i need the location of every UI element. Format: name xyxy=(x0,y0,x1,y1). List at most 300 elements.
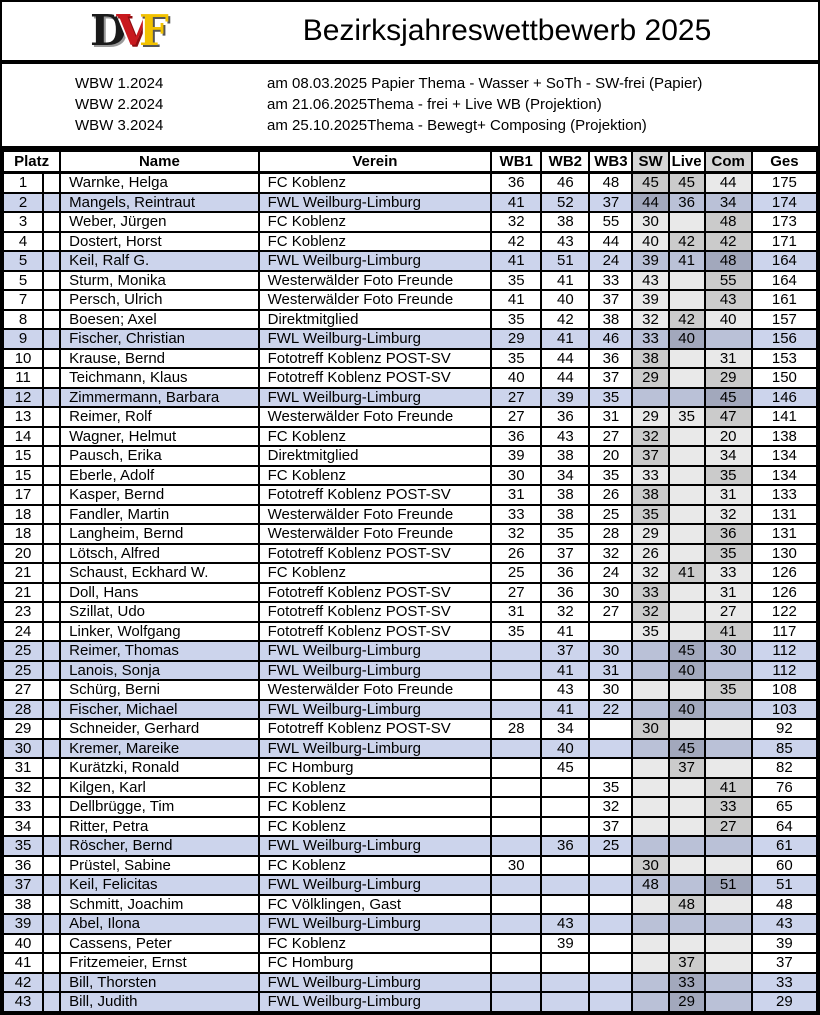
cell-wb3 xyxy=(589,622,632,642)
cell-com xyxy=(705,895,752,915)
cell-live xyxy=(669,485,705,505)
cell-spacer xyxy=(43,622,60,642)
cell-platz: 5 xyxy=(3,251,43,271)
results-body xyxy=(3,173,817,1012)
cell-wb1 xyxy=(491,778,541,798)
cell-wb1: 40 xyxy=(491,368,541,388)
dvf-logo-icon xyxy=(90,6,210,55)
table-row xyxy=(3,583,817,603)
table-header xyxy=(3,151,817,173)
cell-live xyxy=(669,446,705,466)
cell-verein: Westerwälder Foto Freunde xyxy=(259,524,492,544)
cell-verein: FC Völklingen, Gast xyxy=(259,895,492,915)
cell-wb2: 36 xyxy=(541,836,589,856)
cell-verein: FC Koblenz xyxy=(259,778,492,798)
cell-name: Reimer, Rolf xyxy=(60,407,258,427)
cell-platz: 40 xyxy=(3,934,43,954)
cell-verein: FWL Weilburg-Limburg xyxy=(259,329,492,349)
table-row xyxy=(3,310,817,330)
cell-wb3: 26 xyxy=(589,485,632,505)
cell-wb1: 41 xyxy=(491,193,541,213)
cell-ges: 48 xyxy=(752,895,817,915)
table-row xyxy=(3,758,817,778)
cell-wb3: 35 xyxy=(589,466,632,486)
cell-ges: 171 xyxy=(752,232,817,252)
cell-wb2: 51 xyxy=(541,251,589,271)
cell-spacer xyxy=(43,719,60,739)
cell-wb2: 40 xyxy=(541,739,589,759)
cell-wb2: 39 xyxy=(541,934,589,954)
cell-live xyxy=(669,368,705,388)
cell-ges: 150 xyxy=(752,368,817,388)
cell-wb1 xyxy=(491,641,541,661)
cell-platz: 37 xyxy=(3,875,43,895)
cell-wb3 xyxy=(589,992,632,1012)
cell-ges: 65 xyxy=(752,797,817,817)
cell-ges: 126 xyxy=(752,583,817,603)
cell-live xyxy=(669,719,705,739)
cell-wb2 xyxy=(541,817,589,837)
cell-ges: 134 xyxy=(752,466,817,486)
cell-name: Fischer, Michael xyxy=(60,700,258,720)
table-row xyxy=(3,992,817,1012)
table-row xyxy=(3,446,817,466)
cell-live xyxy=(669,817,705,837)
cell-name: Krause, Bernd xyxy=(60,349,258,369)
cell-live: 41 xyxy=(669,563,705,583)
cell-platz: 24 xyxy=(3,622,43,642)
cell-wb3: 25 xyxy=(589,836,632,856)
cell-name: Fischer, Christian xyxy=(60,329,258,349)
cell-verein: FC Koblenz xyxy=(259,173,492,193)
column-header-verein: Verein xyxy=(259,151,492,173)
table-row xyxy=(3,602,817,622)
cell-verein: Westerwälder Foto Freunde xyxy=(259,680,492,700)
cell-sw xyxy=(632,388,668,408)
cell-com xyxy=(705,329,752,349)
cell-wb3: 46 xyxy=(589,329,632,349)
cell-spacer xyxy=(43,739,60,759)
cell-spacer xyxy=(43,290,60,310)
cell-verein: Westerwälder Foto Freunde xyxy=(259,290,492,310)
cell-sw: 39 xyxy=(632,290,668,310)
cell-verein: FWL Weilburg-Limburg xyxy=(259,193,492,213)
cell-wb3 xyxy=(589,973,632,993)
cell-com: 30 xyxy=(705,641,752,661)
cell-ges: 85 xyxy=(752,739,817,759)
cell-live xyxy=(669,914,705,934)
cell-sw: 35 xyxy=(632,505,668,525)
cell-live xyxy=(669,290,705,310)
cell-wb2 xyxy=(541,973,589,993)
cell-ges: 131 xyxy=(752,505,817,525)
cell-com xyxy=(705,758,752,778)
table-row xyxy=(3,719,817,739)
cell-live: 41 xyxy=(669,251,705,271)
cell-sw xyxy=(632,680,668,700)
cell-com: 51 xyxy=(705,875,752,895)
cell-wb2: 43 xyxy=(541,232,589,252)
cell-verein: FWL Weilburg-Limburg xyxy=(259,388,492,408)
cell-wb1: 27 xyxy=(491,388,541,408)
cell-wb3: 32 xyxy=(589,544,632,564)
cell-com: 29 xyxy=(705,368,752,388)
cell-verein: FWL Weilburg-Limburg xyxy=(259,973,492,993)
cell-wb2: 37 xyxy=(541,544,589,564)
competition-info xyxy=(2,64,818,146)
cell-live xyxy=(669,271,705,291)
cell-sw: 30 xyxy=(632,856,668,876)
cell-sw: 33 xyxy=(632,466,668,486)
cell-name: Mangels, Reintraut xyxy=(60,193,258,213)
cell-verein: FWL Weilburg-Limburg xyxy=(259,875,492,895)
cell-wb3 xyxy=(589,895,632,915)
cell-spacer xyxy=(43,758,60,778)
cell-sw xyxy=(632,817,668,837)
cell-live: 33 xyxy=(669,973,705,993)
cell-com: 33 xyxy=(705,797,752,817)
table-row xyxy=(3,836,817,856)
cell-name: Keil, Felicitas xyxy=(60,875,258,895)
table-row xyxy=(3,349,817,369)
table-row xyxy=(3,232,817,252)
table-row xyxy=(3,505,817,525)
wbw2-label: WBW 2.2024 xyxy=(75,96,164,113)
cell-ges: 76 xyxy=(752,778,817,798)
cell-sw: 44 xyxy=(632,193,668,213)
cell-wb3: 20 xyxy=(589,446,632,466)
cell-sw: 32 xyxy=(632,427,668,447)
cell-verein: FC Koblenz xyxy=(259,427,492,447)
cell-platz: 31 xyxy=(3,758,43,778)
cell-verein: Direktmitglied xyxy=(259,310,492,330)
cell-name: Doll, Hans xyxy=(60,583,258,603)
cell-ges: 33 xyxy=(752,973,817,993)
cell-wb3: 37 xyxy=(589,817,632,837)
cell-name: Lanois, Sonja xyxy=(60,661,258,681)
cell-name: Schaust, Eckhard W. xyxy=(60,563,258,583)
cell-wb1 xyxy=(491,817,541,837)
cell-name: Fandler, Martin xyxy=(60,505,258,525)
cell-wb1 xyxy=(491,875,541,895)
cell-ges: 156 xyxy=(752,329,817,349)
table-row xyxy=(3,739,817,759)
cell-sw xyxy=(632,778,668,798)
cell-platz: 13 xyxy=(3,407,43,427)
cell-name: Ritter, Petra xyxy=(60,817,258,837)
cell-ges: 60 xyxy=(752,856,817,876)
cell-sw: 33 xyxy=(632,329,668,349)
cell-live: 29 xyxy=(669,992,705,1012)
column-header-name: Name xyxy=(60,151,258,173)
cell-platz: 17 xyxy=(3,485,43,505)
cell-com: 40 xyxy=(705,310,752,330)
results-table xyxy=(2,150,818,1013)
cell-live xyxy=(669,524,705,544)
cell-name: Szillat, Udo xyxy=(60,602,258,622)
cell-sw xyxy=(632,934,668,954)
cell-platz: 35 xyxy=(3,836,43,856)
cell-com: 34 xyxy=(705,193,752,213)
cell-spacer xyxy=(43,524,60,544)
table-row xyxy=(3,953,817,973)
cell-platz: 11 xyxy=(3,368,43,388)
cell-name: Keil, Ralf G. xyxy=(60,251,258,271)
cell-sw: 38 xyxy=(632,485,668,505)
cell-name: Lötsch, Alfred xyxy=(60,544,258,564)
cell-sw: 30 xyxy=(632,719,668,739)
cell-ges: 103 xyxy=(752,700,817,720)
cell-platz: 20 xyxy=(3,544,43,564)
cell-sw: 32 xyxy=(632,602,668,622)
cell-wb1 xyxy=(491,700,541,720)
wbw1-label: WBW 1.2024 xyxy=(75,75,164,92)
cell-wb1 xyxy=(491,680,541,700)
cell-wb3 xyxy=(589,758,632,778)
cell-com: 36 xyxy=(705,524,752,544)
cell-com: 41 xyxy=(705,778,752,798)
cell-platz: 21 xyxy=(3,583,43,603)
cell-spacer xyxy=(43,992,60,1012)
cell-spacer xyxy=(43,914,60,934)
cell-wb3: 55 xyxy=(589,212,632,232)
cell-ges: 157 xyxy=(752,310,817,330)
cell-wb2: 38 xyxy=(541,446,589,466)
cell-wb3: 37 xyxy=(589,368,632,388)
table-row xyxy=(3,661,817,681)
cell-verein: Fototreff Koblenz POST-SV xyxy=(259,602,492,622)
cell-wb3: 37 xyxy=(589,290,632,310)
cell-spacer xyxy=(43,875,60,895)
cell-live xyxy=(669,466,705,486)
cell-spacer xyxy=(43,212,60,232)
table-row xyxy=(3,856,817,876)
cell-verein: FWL Weilburg-Limburg xyxy=(259,992,492,1012)
cell-wb3 xyxy=(589,856,632,876)
cell-wb3 xyxy=(589,953,632,973)
cell-name: Eberle, Adolf xyxy=(60,466,258,486)
table-row xyxy=(3,817,817,837)
cell-wb3: 35 xyxy=(589,778,632,798)
cell-spacer xyxy=(43,934,60,954)
cell-sw: 29 xyxy=(632,524,668,544)
table-row xyxy=(3,193,817,213)
cell-name: Schmitt, Joachim xyxy=(60,895,258,915)
column-header-wb1: WB1 xyxy=(491,151,541,173)
cell-sw: 26 xyxy=(632,544,668,564)
cell-com: 27 xyxy=(705,602,752,622)
cell-ges: 64 xyxy=(752,817,817,837)
cell-sw: 43 xyxy=(632,271,668,291)
cell-live xyxy=(669,505,705,525)
cell-sw: 30 xyxy=(632,212,668,232)
cell-verein: Westerwälder Foto Freunde xyxy=(259,407,492,427)
cell-name: Prüstel, Sabine xyxy=(60,856,258,876)
cell-spacer xyxy=(43,895,60,915)
cell-wb1: 39 xyxy=(491,446,541,466)
wbw3-description: am 25.10.2025Thema - Bewegt+ Composing (Projektion) xyxy=(267,117,647,134)
cell-verein: FC Koblenz xyxy=(259,797,492,817)
cell-ges: 131 xyxy=(752,524,817,544)
cell-wb3: 28 xyxy=(589,524,632,544)
table-row xyxy=(3,895,817,915)
cell-wb2 xyxy=(541,856,589,876)
cell-live: 35 xyxy=(669,407,705,427)
cell-wb3 xyxy=(589,934,632,954)
info-row-wbw1 xyxy=(75,73,818,94)
cell-platz: 14 xyxy=(3,427,43,447)
cell-wb2: 41 xyxy=(541,700,589,720)
cell-wb2 xyxy=(541,992,589,1012)
cell-ges: 164 xyxy=(752,271,817,291)
cell-wb1 xyxy=(491,836,541,856)
cell-verein: FWL Weilburg-Limburg xyxy=(259,641,492,661)
cell-wb3: 24 xyxy=(589,251,632,271)
cell-wb1 xyxy=(491,973,541,993)
cell-name: Kurätzki, Ronald xyxy=(60,758,258,778)
cell-ges: 39 xyxy=(752,934,817,954)
wbw2-description: am 21.06.2025Thema - frei + Live WB (Projektion) xyxy=(267,96,602,113)
wbw1-description: am 08.03.2025 Papier Thema - Wasser + SoTh - SW-frei (Papier) xyxy=(267,75,703,92)
cell-spacer xyxy=(43,661,60,681)
cell-verein: FC Koblenz xyxy=(259,563,492,583)
cell-live: 36 xyxy=(669,193,705,213)
cell-sw xyxy=(632,700,668,720)
cell-spacer xyxy=(43,953,60,973)
cell-sw xyxy=(632,739,668,759)
cell-wb2: 41 xyxy=(541,622,589,642)
cell-wb3: 37 xyxy=(589,193,632,213)
cell-spacer xyxy=(43,505,60,525)
cell-wb1 xyxy=(491,758,541,778)
cell-wb2 xyxy=(541,953,589,973)
column-header-wb2: WB2 xyxy=(541,151,589,173)
cell-platz: 7 xyxy=(3,290,43,310)
cell-wb1: 25 xyxy=(491,563,541,583)
cell-verein: Westerwälder Foto Freunde xyxy=(259,271,492,291)
cell-platz: 32 xyxy=(3,778,43,798)
cell-com xyxy=(705,739,752,759)
cell-wb2: 43 xyxy=(541,914,589,934)
cell-live xyxy=(669,212,705,232)
cell-wb1: 30 xyxy=(491,466,541,486)
cell-ges: 122 xyxy=(752,602,817,622)
cell-ges: 92 xyxy=(752,719,817,739)
cell-sw xyxy=(632,758,668,778)
cell-spacer xyxy=(43,232,60,252)
cell-wb2 xyxy=(541,797,589,817)
cell-com xyxy=(705,661,752,681)
cell-wb2: 37 xyxy=(541,641,589,661)
cell-wb2: 39 xyxy=(541,388,589,408)
cell-platz: 33 xyxy=(3,797,43,817)
cell-name: Reimer, Thomas xyxy=(60,641,258,661)
cell-verein: FC Koblenz xyxy=(259,232,492,252)
cell-sw: 29 xyxy=(632,368,668,388)
cell-wb2: 41 xyxy=(541,329,589,349)
cell-name: Zimmermann, Barbara xyxy=(60,388,258,408)
cell-wb1: 27 xyxy=(491,583,541,603)
cell-platz: 9 xyxy=(3,329,43,349)
cell-live xyxy=(669,602,705,622)
cell-sw: 39 xyxy=(632,251,668,271)
cell-ges: 112 xyxy=(752,661,817,681)
cell-wb1: 35 xyxy=(491,310,541,330)
cell-wb3: 48 xyxy=(589,173,632,193)
cell-sw xyxy=(632,661,668,681)
cell-sw: 29 xyxy=(632,407,668,427)
table-row xyxy=(3,485,817,505)
cell-live xyxy=(669,544,705,564)
cell-live: 42 xyxy=(669,232,705,252)
cell-name: Schürg, Berni xyxy=(60,680,258,700)
cell-wb3 xyxy=(589,914,632,934)
table-row xyxy=(3,544,817,564)
cell-wb1 xyxy=(491,914,541,934)
cell-wb3: 31 xyxy=(589,407,632,427)
cell-spacer xyxy=(43,173,60,193)
cell-platz: 18 xyxy=(3,505,43,525)
table-row xyxy=(3,368,817,388)
cell-spacer xyxy=(43,407,60,427)
cell-live xyxy=(669,856,705,876)
cell-wb1: 27 xyxy=(491,407,541,427)
cell-wb1: 35 xyxy=(491,349,541,369)
cell-ges: 173 xyxy=(752,212,817,232)
cell-sw xyxy=(632,953,668,973)
cell-verein: FC Koblenz xyxy=(259,466,492,486)
cell-wb2: 34 xyxy=(541,466,589,486)
cell-sw: 32 xyxy=(632,563,668,583)
cell-live xyxy=(669,875,705,895)
cell-wb1: 30 xyxy=(491,856,541,876)
cell-verein: Fototreff Koblenz POST-SV xyxy=(259,368,492,388)
cell-name: Dostert, Horst xyxy=(60,232,258,252)
cell-wb1 xyxy=(491,953,541,973)
cell-spacer xyxy=(43,544,60,564)
cell-name: Kasper, Bernd xyxy=(60,485,258,505)
cell-ges: 130 xyxy=(752,544,817,564)
cell-spacer xyxy=(43,583,60,603)
cell-platz: 23 xyxy=(3,602,43,622)
cell-platz: 2 xyxy=(3,193,43,213)
table-row xyxy=(3,934,817,954)
cell-spacer xyxy=(43,329,60,349)
cell-ges: 117 xyxy=(752,622,817,642)
cell-spacer xyxy=(43,856,60,876)
cell-name: Dellbrügge, Tim xyxy=(60,797,258,817)
cell-ges: 153 xyxy=(752,349,817,369)
cell-sw: 38 xyxy=(632,349,668,369)
cell-live xyxy=(669,680,705,700)
cell-ges: 82 xyxy=(752,758,817,778)
cell-sw: 37 xyxy=(632,446,668,466)
cell-live xyxy=(669,427,705,447)
cell-live: 45 xyxy=(669,739,705,759)
cell-verein: FWL Weilburg-Limburg xyxy=(259,836,492,856)
cell-platz: 29 xyxy=(3,719,43,739)
cell-ges: 126 xyxy=(752,563,817,583)
cell-ges: 29 xyxy=(752,992,817,1012)
cell-ges: 112 xyxy=(752,641,817,661)
cell-wb2: 38 xyxy=(541,505,589,525)
title-bar xyxy=(2,2,818,60)
column-header-ges: Ges xyxy=(752,151,817,173)
cell-verein: Direktmitglied xyxy=(259,446,492,466)
cell-com: 48 xyxy=(705,212,752,232)
cell-sw xyxy=(632,797,668,817)
cell-wb3 xyxy=(589,719,632,739)
